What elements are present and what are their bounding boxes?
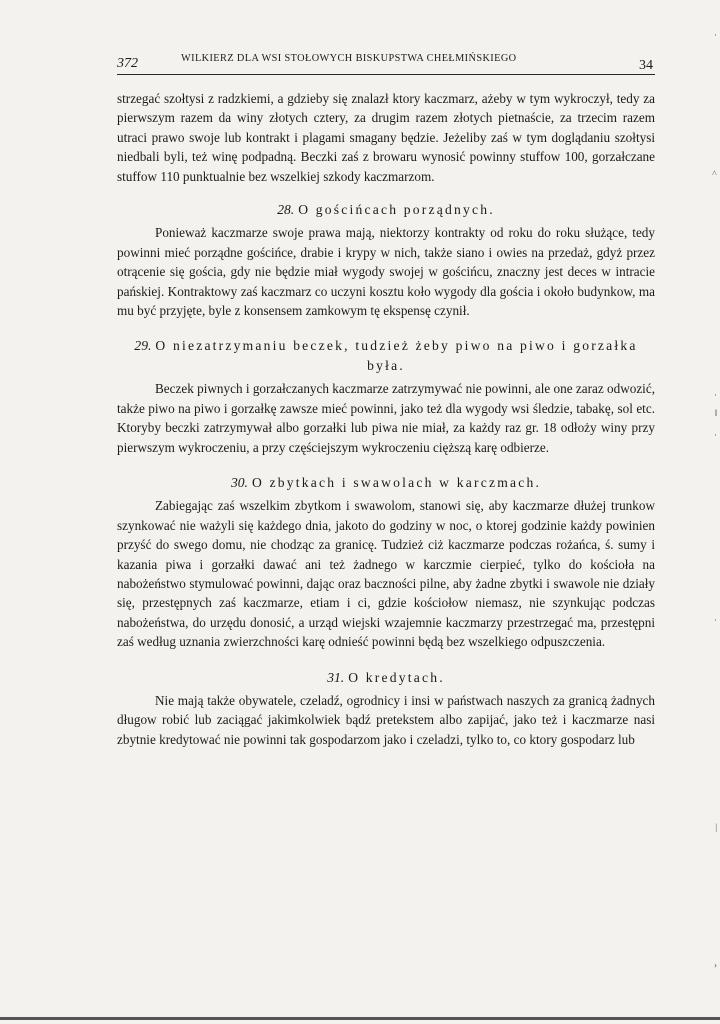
section-title: O niezatrzymaniu beczek, tudzież żeby piwo na piwo i gorzałka była.: [155, 338, 638, 373]
intro-paragraph: strzegać szołtysi z radzkiemi, a gdzieby się znalazł ktory kaczmarz, ażeby w tym wykroczył, tedy za pierwszym razem da winy złotych cztery, za drugim razem złotych pietnaście, za trzecim razem utraci prawo swoje lub kontrakt i plagami smagany będzie. Jeżeliby zaś w tym doglądaniu szołtysi niedbali byli, też winę podpadną. Beczki zaś z browaru wynosić powinny stuffow 100, gorzałczane stuffow 110 punktualnie bez wszelkiej szkody kaczmarzom.: [117, 91, 655, 184]
section-heading-29: [117, 336, 655, 375]
scan-speck: ·: [714, 615, 717, 625]
page-number-left: 372: [117, 56, 138, 71]
scan-speck: ·: [714, 30, 717, 40]
section-title: O kredytach.: [348, 669, 445, 685]
section-paragraph-30: Zabiegając zaś wszelkim zbytkom i swawolom, stanowi się, aby kaczmarze dłużej trunkow szynkować nie ważyli się każdego dnia, jakoto do godziny w noc, o ktorej godzinie każdy powinien przyść do swego domu, nie chodząc za granicę. Tudzież ciż kaczmarze podczas rożańca, ś. sumy i kazania piwa i gorzałki dawać ani też żadnego w karczmie cierpieć, tylko do kościoła na nabożeństwo stymulować powinni, dając oraz baczności pilne, aby żadne zbytki i swawole nie działy się, przestępnych zaś kaczmarze, etiam i ci, gdzie kościołow niemasz, nie szynkując podczas nabożeństwa, do urzędu donosić, a urząd wiejski wzajemnie kaczmarzy przestrzegać ma, przestępni zaś według uznania zwierzchności karę odnieść powinni będą bez wszelkiego odpuszczenia.: [117, 498, 655, 650]
section-heading-31: [117, 668, 655, 687]
scan-speck: ‖: [714, 408, 717, 418]
section-paragraph-29: Beczek piwnych i gorzałczanych kaczmarze zatrzymywać nie powinni, ale one zaraz odwozić, także piwo na piwo i gorzałkę zawsze mieć powinni, jako też dla wygody wsi śledzie, tabakę, sol etc. Ktoryby beczki zatrzymywał albo gorzałki lub piwa nie miał, za każdy raz gr. 18 odłoży winy przy pierwszym wykroczeniu, a przy częściejszym wykroczeniu cięższą karę odbierze.: [117, 381, 655, 455]
scan-speck: |: [715, 822, 717, 832]
scan-speck: ›: [714, 960, 717, 970]
scan-speck: ·: [714, 390, 717, 400]
section-paragraph-28: Ponieważ kaczmarze swoje prawa mają, niektorzy kontrakty od roku do roku służące, tedy powinni mieć porządne gościńce, drabie i krypy w nich, także siano i owies na przedaż, gdyż przez otrącenie się gościa, gdy nie będzie miał wygody swojej w gościńcu, znaczny jest deces w intracie pańskiej. Kontraktowy zaś kaczmarz co uczyni kosztu koło wygody dla gościa i około budynkow, ma mu być przyjęte, byle z konsensem zamkowym tę ekspensę czynił.: [117, 225, 655, 319]
scan-bottom-edge: [0, 1017, 720, 1020]
edge-scan-marks: [706, 0, 720, 1024]
section-number: 30.: [230, 474, 248, 490]
section-paragraph-31: Nie mają także obywatele, czeladź, ogrodnicy i insi w państwach naszych za granicą żadnych długow robić lub zaciągać jakimkolwiek bądź pretekstem albo zapijać, jako też i kaczmarze nasi zbytnie kredytować nie powinni tak gospodarzom jako i czeladzi, tylko to, co ktory gospodarz lub: [117, 692, 655, 747]
section-heading-30: [117, 473, 655, 492]
running-title: WILKIERZ DLA WSI STOŁOWYCH BISKUPSTWA CHEŁMIŃSKIEGO: [181, 53, 517, 64]
scan-speck: ·: [714, 430, 717, 440]
section-heading-28: [117, 200, 655, 219]
section-number: 29.: [134, 338, 152, 354]
section-number: 31.: [327, 669, 345, 685]
page-body: [117, 89, 655, 749]
section-title: O zbytkach i swawolach w karczmach.: [251, 474, 542, 490]
page-number-right: 34: [639, 58, 653, 73]
scan-speck: ˄: [711, 168, 717, 178]
running-header: [117, 50, 655, 75]
section-title: O gościńcach porządnych.: [298, 202, 495, 218]
section-number: 28.: [277, 202, 295, 218]
